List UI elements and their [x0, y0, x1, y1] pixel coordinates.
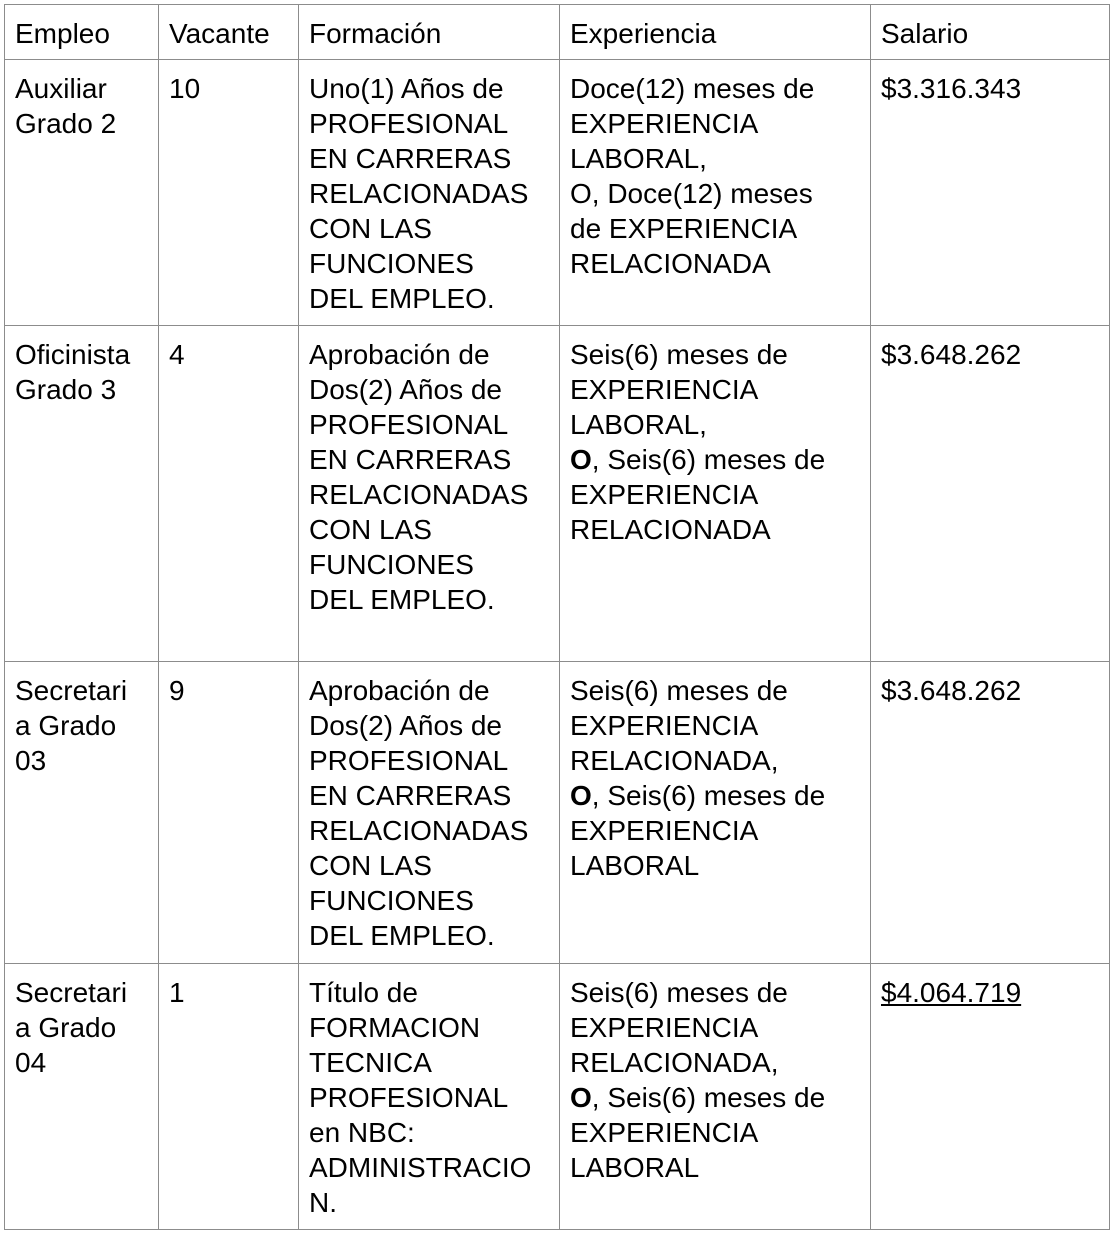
experiencia-line: EXPERIENCIA [570, 1012, 759, 1043]
formacion-line: PROFESIONAL [309, 1082, 509, 1113]
cell-formacion [299, 60, 560, 326]
jobs-table [4, 4, 1110, 1230]
experiencia-line: LABORAL [570, 1152, 700, 1183]
experiencia-rest: , Seis(6) meses de [591, 1082, 826, 1113]
formacion-line: EN CARRERAS [309, 444, 512, 475]
table-header-row [5, 5, 1110, 60]
cell-salario: $3.316.343 [871, 60, 1110, 326]
empleo-line: Oficinista [15, 339, 131, 370]
formacion-line: Título de [309, 977, 418, 1008]
formacion-line: PROFESIONAL [309, 745, 509, 776]
empleo-line: 03 [15, 745, 47, 776]
formacion-line: N. [309, 1187, 337, 1218]
experiencia-line: LABORAL, [570, 143, 707, 174]
connector-o: O [570, 780, 592, 811]
formacion-line: DEL EMPLEO. [309, 920, 495, 951]
formacion-line: TECNICA [309, 1047, 432, 1078]
header-salario: Salario [871, 5, 1110, 60]
cell-vacante: 10 [159, 60, 299, 326]
experiencia-line [570, 176, 860, 211]
formacion-line: PROFESIONAL [309, 409, 509, 440]
formacion-line: DEL EMPLEO. [309, 283, 495, 314]
experiencia-line: RELACIONADA, [570, 745, 779, 776]
formacion-line: RELACIONADAS [309, 479, 529, 510]
cell-formacion [299, 326, 560, 662]
header-experiencia: Experiencia [560, 5, 871, 60]
connector-o: O [570, 444, 592, 475]
formacion-line: FORMACION [309, 1012, 481, 1043]
cell-empleo [5, 60, 159, 326]
cell-empleo [5, 662, 159, 964]
experiencia-line: EXPERIENCIA [570, 374, 759, 405]
experiencia-line: Seis(6) meses de [570, 977, 788, 1008]
cell-formacion [299, 662, 560, 964]
experiencia-line: RELACIONADA [570, 514, 771, 545]
formacion-line: EN CARRERAS [309, 780, 512, 811]
empleo-line: Auxiliar [15, 73, 107, 104]
header-vacante: Vacante [159, 5, 299, 60]
formacion-line: CON LAS [309, 850, 432, 881]
formacion-line: en NBC: [309, 1117, 415, 1148]
formacion-line: Aprobación de [309, 339, 490, 370]
experiencia-rest: , Seis(6) meses de [591, 780, 826, 811]
formacion-line: DEL EMPLEO. [309, 584, 495, 615]
experiencia-line: LABORAL [570, 850, 700, 881]
empleo-line: 04 [15, 1047, 47, 1078]
cell-vacante: 1 [159, 964, 299, 1230]
cell-experiencia [560, 662, 871, 964]
cell-experiencia [560, 326, 871, 662]
experiencia-line [570, 778, 860, 813]
experiencia-line: RELACIONADA [570, 248, 771, 279]
salario-value: $4.064.719 [881, 977, 1022, 1008]
cell-formacion [299, 964, 560, 1230]
experiencia-line: Doce(12) meses de [570, 73, 815, 104]
formacion-line: Aprobación de [309, 675, 490, 706]
formacion-line: FUNCIONES [309, 248, 474, 279]
experiencia-line: EXPERIENCIA [570, 1117, 759, 1148]
connector-o: O [570, 1082, 592, 1113]
empleo-line: a Grado [15, 1012, 117, 1043]
empleo-line: Secretari [15, 675, 128, 706]
experiencia-line: RELACIONADA, [570, 1047, 779, 1078]
formacion-line: CON LAS [309, 514, 432, 545]
cell-salario: $3.648.262 [871, 326, 1110, 662]
cell-empleo [5, 326, 159, 662]
formacion-line: RELACIONADAS [309, 815, 529, 846]
cell-experiencia [560, 60, 871, 326]
empleo-line: Secretari [15, 977, 128, 1008]
formacion-line: EN CARRERAS [309, 143, 512, 174]
cell-empleo [5, 964, 159, 1230]
empleo-line: Grado 3 [15, 374, 117, 405]
experiencia-line: de EXPERIENCIA [570, 213, 798, 244]
empleo-line: a Grado [15, 710, 117, 741]
experiencia-line: EXPERIENCIA [570, 710, 759, 741]
table-row [5, 964, 1110, 1230]
formacion-line: FUNCIONES [309, 885, 474, 916]
experiencia-line: LABORAL, [570, 409, 707, 440]
header-formacion: Formación [299, 5, 560, 60]
experiencia-line [570, 442, 860, 477]
experiencia-line: Seis(6) meses de [570, 675, 788, 706]
experiencia-line: Seis(6) meses de [570, 339, 788, 370]
formacion-line: Uno(1) Años de [309, 73, 504, 104]
table-row [5, 60, 1110, 326]
experiencia-line [570, 1080, 860, 1115]
cell-experiencia [560, 964, 871, 1230]
cell-vacante: 4 [159, 326, 299, 662]
cell-salario [871, 964, 1110, 1230]
experiencia-rest: , Doce(12) meses [591, 178, 813, 209]
formacion-line: PROFESIONAL [309, 108, 509, 139]
formacion-line: FUNCIONES [309, 549, 474, 580]
experiencia-line: EXPERIENCIA [570, 479, 759, 510]
table-row [5, 662, 1110, 964]
formacion-line: CON LAS [309, 213, 432, 244]
experiencia-rest: , Seis(6) meses de [591, 444, 826, 475]
connector-o: O [570, 178, 592, 209]
experiencia-line: EXPERIENCIA [570, 815, 759, 846]
cell-salario: $3.648.262 [871, 662, 1110, 964]
formacion-line: Dos(2) Años de [309, 710, 502, 741]
formacion-line: RELACIONADAS [309, 178, 529, 209]
cell-vacante: 9 [159, 662, 299, 964]
formacion-line: ADMINISTRACIO [309, 1152, 532, 1183]
formacion-line: Dos(2) Años de [309, 374, 502, 405]
table-row [5, 326, 1110, 662]
experiencia-line: EXPERIENCIA [570, 108, 759, 139]
header-empleo: Empleo [5, 5, 159, 60]
empleo-line: Grado 2 [15, 108, 117, 139]
